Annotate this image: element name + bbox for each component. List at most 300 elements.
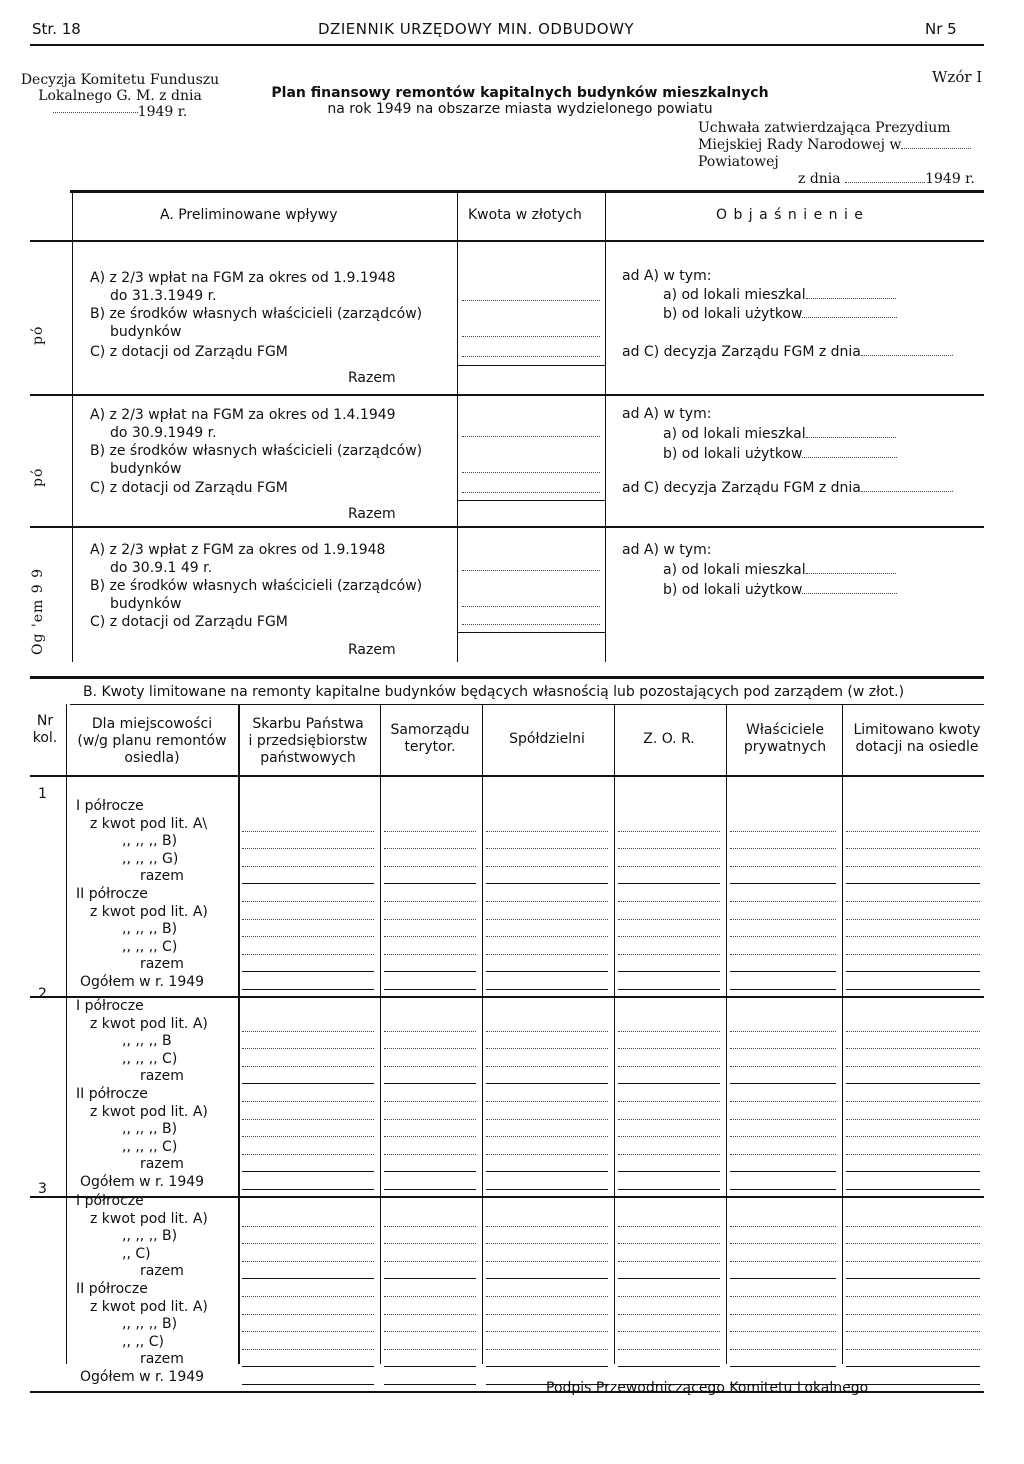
row-line-label: II półrocze: [76, 1086, 148, 1102]
resolution-line4: z dnia 1949 r.: [798, 171, 975, 187]
block3-item: C) z dotacji od Zarządu FGM: [90, 614, 288, 630]
amount-field[interactable]: [730, 848, 836, 849]
amount-field[interactable]: [618, 971, 720, 972]
row-total-label: Ogółem w r. 1949: [80, 974, 205, 990]
section-b-vline: [380, 704, 381, 1364]
amount-field[interactable]: [486, 1119, 608, 1120]
amount-field[interactable]: [730, 1189, 836, 1190]
amount-field[interactable]: [618, 1189, 720, 1190]
amount-field[interactable]: [486, 1031, 608, 1032]
journal-title: DZIENNIK URZĘDOWY MIN. ODBUDOWY: [318, 20, 635, 38]
amount-field[interactable]: [384, 971, 476, 972]
amount-field[interactable]: [618, 1171, 720, 1172]
amount-field[interactable]: [846, 1349, 980, 1350]
row-group-rule: [30, 1196, 984, 1198]
amount-field[interactable]: [846, 831, 980, 832]
amount-field[interactable]: [618, 1366, 720, 1367]
row-total-label: Ogółem w r. 1949: [80, 1369, 205, 1385]
row-line-label: ,, ,, ,, B): [122, 1316, 178, 1333]
amount-field[interactable]: [384, 1296, 476, 1297]
section-a-vline-right: [605, 190, 606, 662]
section-b-header-rule: [30, 775, 984, 777]
plan-title-line2: na rok 1949 na obszarze miasta wydzielonego powiatu: [327, 101, 713, 117]
amount-field[interactable]: [730, 883, 836, 884]
amount-field[interactable]: [618, 1278, 720, 1279]
block2-total: Razem: [348, 506, 396, 522]
row-number: 2: [38, 986, 47, 1002]
block3-note: a) od lokali mieszkal: [663, 562, 896, 578]
amount-field[interactable]: [846, 1083, 980, 1084]
row-line-label: ,, ,, ,, B): [122, 833, 178, 850]
amount-field[interactable]: [384, 831, 476, 832]
amount-field[interactable]: [384, 919, 476, 920]
amount-field[interactable]: [242, 1119, 374, 1120]
amount-field[interactable]: [730, 1101, 836, 1102]
resolution-block: [698, 120, 975, 188]
block3-amount-field[interactable]: [462, 624, 600, 625]
amount-field[interactable]: [730, 989, 836, 990]
amount-field[interactable]: [730, 831, 836, 832]
amount-field[interactable]: [730, 1331, 836, 1332]
amount-field[interactable]: [618, 883, 720, 884]
amount-field[interactable]: [384, 1171, 476, 1172]
block2-amount-field[interactable]: [462, 492, 600, 493]
amount-field[interactable]: [730, 1261, 836, 1262]
block1-item: C) z dotacji od Zarządu FGM: [90, 344, 288, 360]
row-line-label: ,, ,, ,, C): [122, 1050, 178, 1067]
block3-total: Razem: [348, 642, 396, 658]
amount-field[interactable]: [486, 883, 608, 884]
block3-sum-rule: [457, 632, 605, 633]
amount-field[interactable]: [846, 1101, 980, 1102]
amount-field[interactable]: [846, 1331, 980, 1332]
amount-field[interactable]: [242, 1136, 374, 1137]
form-label: Wzór I: [932, 68, 983, 86]
section-a-header-rule: [30, 240, 984, 242]
decision-line3: 1949 r.: [10, 104, 230, 120]
amount-field[interactable]: [384, 866, 476, 867]
amount-field[interactable]: [486, 1331, 608, 1332]
amount-field[interactable]: [242, 919, 374, 920]
row-line-label: ,, C): [122, 1245, 151, 1262]
block1-amount-field[interactable]: [462, 300, 600, 301]
section-b-title: B. Kwoty limitowane na remonty kapitalne budynków będących własnością lub pozostających pod zarządem (w złot.): [83, 684, 905, 700]
amount-field[interactable]: [618, 1243, 720, 1244]
block2-note: ad C) decyzja Zarządu FGM z dnia: [622, 480, 953, 496]
col-header-zor: Z. O. R.: [643, 731, 695, 747]
row-line-label: razem: [140, 868, 184, 885]
amount-field[interactable]: [846, 1136, 980, 1137]
amount-field[interactable]: [730, 901, 836, 902]
amount-field[interactable]: [618, 1136, 720, 1137]
amount-field[interactable]: [242, 1031, 374, 1032]
signature-label: Podpis Przewodniczącego Komitetu Lokalnego: [546, 1380, 869, 1396]
block1-sum-rule: [457, 365, 605, 366]
amount-field[interactable]: [384, 1331, 476, 1332]
amount-field[interactable]: [486, 1101, 608, 1102]
amount-field[interactable]: [486, 1154, 608, 1155]
amount-field[interactable]: [384, 954, 476, 955]
amount-field[interactable]: [486, 971, 608, 972]
amount-field[interactable]: [384, 1119, 476, 1120]
amount-field[interactable]: [384, 1101, 476, 1102]
amount-field[interactable]: [384, 1154, 476, 1155]
amount-field[interactable]: [730, 1119, 836, 1120]
amount-field[interactable]: [486, 954, 608, 955]
amount-field[interactable]: [618, 954, 720, 955]
amount-field[interactable]: [384, 1349, 476, 1350]
section-a-vline-mid: [457, 190, 458, 662]
amount-field[interactable]: [846, 1171, 980, 1172]
row-line-label: z kwot pod lit. A\: [90, 815, 208, 832]
amount-field[interactable]: [618, 1101, 720, 1102]
amount-field[interactable]: [486, 1171, 608, 1172]
section-b-vline: [614, 704, 615, 1364]
amount-field[interactable]: [846, 919, 980, 920]
amount-field[interactable]: [846, 901, 980, 902]
block1-note: ad C) decyzja Zarządu FGM z dnia: [622, 344, 953, 360]
row-line-label: razem: [140, 1156, 184, 1173]
block3-note: b) od lokali użytkow: [663, 582, 897, 598]
amount-field[interactable]: [242, 1066, 374, 1067]
amount-field[interactable]: [242, 971, 374, 972]
amount-field[interactable]: [618, 1331, 720, 1332]
block2-note: ad A) w tym:: [622, 406, 712, 422]
section-a-col2-header: Kwota w złotych: [468, 207, 582, 223]
amount-field[interactable]: [486, 901, 608, 902]
amount-field[interactable]: [846, 954, 980, 955]
amount-field[interactable]: [486, 831, 608, 832]
row-line-label: ,, ,, ,, B): [122, 1121, 178, 1138]
amount-field[interactable]: [618, 1119, 720, 1120]
amount-field[interactable]: [846, 971, 980, 972]
amount-field[interactable]: [242, 848, 374, 849]
block1-bottom-rule: [30, 394, 984, 396]
amount-field[interactable]: [242, 1261, 374, 1262]
resolution-line3: Powiatowej: [698, 154, 779, 170]
row-line-label: razem: [140, 1351, 184, 1368]
amount-field[interactable]: [242, 1083, 374, 1084]
amount-field[interactable]: [618, 848, 720, 849]
col-header-limited-subsidy: Limitowano kwoty dotacji na osiedle: [853, 722, 981, 755]
amount-field[interactable]: [242, 1278, 374, 1279]
row-line-label: razem: [140, 1068, 184, 1085]
block2-sum-rule: [457, 500, 605, 501]
section-b-top-rule: [30, 676, 984, 679]
amount-field[interactable]: [730, 919, 836, 920]
amount-field[interactable]: [384, 1278, 476, 1279]
block3-item: do 30.9.1 49 r.: [110, 560, 213, 576]
amount-field[interactable]: [846, 883, 980, 884]
section-a-top-rule: [70, 190, 984, 193]
block2-note: b) od lokali użytkow: [663, 446, 897, 462]
amount-field[interactable]: [384, 1314, 476, 1315]
amount-field[interactable]: [242, 954, 374, 955]
amount-field[interactable]: [846, 1366, 980, 1367]
resolution-line1: Uchwała zatwierdzająca Prezydium: [698, 120, 951, 136]
row-line-label: z kwot pod lit. A): [90, 903, 208, 920]
amount-field[interactable]: [486, 1189, 608, 1190]
section-b-vline: [726, 704, 727, 1364]
block3-note: ad A) w tym:: [622, 542, 712, 558]
issue-number: Nr 5: [925, 20, 957, 38]
row-line-label: ,, ,, ,, B): [122, 921, 178, 938]
amount-field[interactable]: [486, 1261, 608, 1262]
block1-note: ad A) w tym:: [622, 268, 712, 284]
amount-field[interactable]: [846, 1066, 980, 1067]
amount-field[interactable]: [384, 1261, 476, 1262]
amount-field[interactable]: [618, 1048, 720, 1049]
amount-field[interactable]: [486, 936, 608, 937]
amount-field[interactable]: [730, 1278, 836, 1279]
amount-field[interactable]: [242, 1226, 374, 1227]
section-b-vline: [482, 704, 483, 1364]
amount-field[interactable]: [618, 1296, 720, 1297]
amount-field[interactable]: [846, 1314, 980, 1315]
resolution-line2: Miejskiej Rady Narodowej w: [698, 137, 975, 154]
amount-field[interactable]: [618, 901, 720, 902]
row-line-label: I półrocze: [76, 798, 144, 814]
section-b-vline: [66, 704, 67, 1364]
amount-field[interactable]: [846, 1296, 980, 1297]
col-header-state-treasury: Skarbu Państwa i przedsiębiorstw państwowych: [248, 716, 368, 766]
amount-field[interactable]: [846, 1261, 980, 1262]
amount-field[interactable]: [242, 1384, 374, 1385]
header-rule: [30, 44, 984, 46]
block2-amount-field[interactable]: [462, 472, 600, 473]
amount-field[interactable]: [618, 1083, 720, 1084]
amount-field[interactable]: [730, 1226, 836, 1227]
amount-field[interactable]: [242, 1154, 374, 1155]
amount-field[interactable]: [730, 971, 836, 972]
amount-field[interactable]: [730, 1314, 836, 1315]
block1-item: A) z 2/3 wpłat na FGM za okres od 1.9.1948: [90, 270, 396, 286]
amount-field[interactable]: [486, 1083, 608, 1084]
amount-field[interactable]: [242, 1349, 374, 1350]
row-group-rule: [30, 996, 984, 998]
amount-field[interactable]: [486, 1136, 608, 1137]
block3-amount-field[interactable]: [462, 606, 600, 607]
block3-amount-field[interactable]: [462, 570, 600, 571]
amount-field[interactable]: [242, 866, 374, 867]
amount-field[interactable]: [846, 1226, 980, 1227]
amount-field[interactable]: [242, 883, 374, 884]
block3-item: budynków: [110, 596, 182, 612]
row-line-label: razem: [140, 1263, 184, 1280]
amount-field[interactable]: [730, 866, 836, 867]
amount-field[interactable]: [384, 883, 476, 884]
amount-field[interactable]: [242, 831, 374, 832]
amount-field[interactable]: [730, 1066, 836, 1067]
block1-item: B) ze środków własnych właścicieli (zarządców): [90, 306, 423, 322]
row-line-label: z kwot pod lit. A): [90, 1210, 208, 1227]
amount-field[interactable]: [846, 936, 980, 937]
amount-field[interactable]: [486, 1296, 608, 1297]
amount-field[interactable]: [730, 1031, 836, 1032]
amount-field[interactable]: [486, 848, 608, 849]
amount-field[interactable]: [846, 1278, 980, 1279]
row-line-label: z kwot pod lit. A): [90, 1103, 208, 1120]
block1-amount-field[interactable]: [462, 336, 600, 337]
block2-amount-field[interactable]: [462, 436, 600, 437]
amount-field[interactable]: [846, 1031, 980, 1032]
amount-field[interactable]: [486, 1314, 608, 1315]
amount-field[interactable]: [846, 1048, 980, 1049]
row-line-label: z kwot pod lit. A): [90, 1298, 208, 1315]
section-b-vline: [238, 704, 240, 1364]
amount-field[interactable]: [730, 1171, 836, 1172]
row-line-label: ,, ,, ,, G): [122, 850, 179, 867]
block1-item: budynków: [110, 324, 182, 340]
amount-field[interactable]: [730, 1349, 836, 1350]
block2-bottom-rule: [30, 526, 984, 528]
amount-field[interactable]: [618, 1031, 720, 1032]
amount-field[interactable]: [618, 831, 720, 832]
amount-field[interactable]: [618, 919, 720, 920]
amount-field[interactable]: [618, 936, 720, 937]
amount-field[interactable]: [486, 866, 608, 867]
block2-side-label: pó: [30, 467, 46, 487]
col-header-nr: Nr kol.: [32, 713, 58, 746]
amount-field[interactable]: [384, 936, 476, 937]
amount-field[interactable]: [618, 1261, 720, 1262]
amount-field[interactable]: [618, 1349, 720, 1350]
amount-field[interactable]: [242, 1189, 374, 1190]
row-line-label: ,, ,, ,, C): [122, 938, 178, 955]
row-line-label: II półrocze: [76, 886, 148, 902]
amount-field[interactable]: [242, 1048, 374, 1049]
amount-field[interactable]: [486, 1243, 608, 1244]
amount-field[interactable]: [846, 1154, 980, 1155]
amount-field[interactable]: [486, 1066, 608, 1067]
plan-title-line1: Plan finansowy remontów kapitalnych budynków mieszkalnych: [271, 85, 769, 101]
amount-field[interactable]: [384, 1384, 476, 1385]
amount-field[interactable]: [846, 1189, 980, 1190]
col-header-private-owners: Właściciele prywatnych: [743, 722, 827, 755]
decision-line1: Decyzja Komitetu Funduszu: [20, 72, 220, 88]
row-line-label: ,, ,, ,, B: [122, 1033, 172, 1050]
amount-field[interactable]: [846, 1243, 980, 1244]
col-header-locality: Dla miejscowości (w/g planu remontów osiedla): [77, 716, 227, 766]
amount-field[interactable]: [486, 1366, 608, 1367]
amount-field[interactable]: [730, 1243, 836, 1244]
amount-field[interactable]: [242, 1314, 374, 1315]
amount-field[interactable]: [730, 954, 836, 955]
amount-field[interactable]: [846, 848, 980, 849]
amount-field[interactable]: [242, 1331, 374, 1332]
amount-field[interactable]: [730, 1366, 836, 1367]
amount-field[interactable]: [486, 1278, 608, 1279]
amount-field[interactable]: [730, 1136, 836, 1137]
plan-title: [250, 85, 790, 117]
row-line-label: ,, ,, ,, B): [122, 1228, 178, 1245]
amount-field[interactable]: [846, 1119, 980, 1120]
amount-field[interactable]: [242, 989, 374, 990]
amount-field[interactable]: [384, 1136, 476, 1137]
block1-total: Razem: [348, 370, 396, 386]
block3-side-label: Og 'em 9 9: [30, 567, 46, 655]
row-number: 1: [38, 786, 47, 802]
row-line-label: II półrocze: [76, 1281, 148, 1297]
amount-field[interactable]: [730, 1083, 836, 1084]
block2-item: B) ze środków własnych właścicieli (zarządców): [90, 443, 423, 459]
amount-field[interactable]: [618, 1066, 720, 1067]
amount-field[interactable]: [730, 1154, 836, 1155]
amount-field[interactable]: [384, 1189, 476, 1190]
amount-field[interactable]: [486, 919, 608, 920]
block2-item: A) z 2/3 wpłat na FGM za okres od 1.4.1949: [90, 407, 396, 423]
amount-field[interactable]: [730, 936, 836, 937]
amount-field[interactable]: [242, 901, 374, 902]
amount-field[interactable]: [242, 1366, 374, 1367]
amount-field[interactable]: [242, 1296, 374, 1297]
amount-field[interactable]: [618, 1314, 720, 1315]
block3-item: A) z 2/3 wpłat z FGM za okres od 1.9.1948: [90, 542, 386, 558]
col-header-local-government: Samorządu terytor.: [390, 722, 470, 755]
row-line-label: ,, ,, C): [122, 1333, 164, 1350]
amount-field[interactable]: [846, 989, 980, 990]
amount-field[interactable]: [384, 1366, 476, 1367]
amount-field[interactable]: [846, 866, 980, 867]
row-line-label: I półrocze: [76, 998, 144, 1014]
amount-field[interactable]: [242, 1243, 374, 1244]
row-line-label: I półrocze: [76, 1193, 144, 1209]
amount-field[interactable]: [618, 1154, 720, 1155]
row-line-label: z kwot pod lit. A): [90, 1015, 208, 1032]
amount-field[interactable]: [618, 989, 720, 990]
amount-field[interactable]: [618, 866, 720, 867]
row-number: 3: [38, 1181, 47, 1197]
block2-item: budynków: [110, 461, 182, 477]
amount-field[interactable]: [242, 936, 374, 937]
row-line-label: ,, ,, ,, C): [122, 1138, 178, 1155]
amount-field[interactable]: [384, 1083, 476, 1084]
amount-field[interactable]: [384, 1066, 476, 1067]
block1-note: b) od lokali użytkow: [663, 306, 897, 322]
block1-item: do 31.3.1949 r.: [110, 288, 217, 304]
amount-field[interactable]: [486, 989, 608, 990]
amount-field[interactable]: [384, 1243, 476, 1244]
amount-field[interactable]: [384, 901, 476, 902]
amount-field[interactable]: [486, 1048, 608, 1049]
amount-field[interactable]: [730, 1296, 836, 1297]
amount-field[interactable]: [242, 1171, 374, 1172]
section-a-col1-header: A. Preliminowane wpływy: [160, 207, 338, 223]
amount-field[interactable]: [486, 1226, 608, 1227]
row-line-label: razem: [140, 956, 184, 973]
decision-line2: Lokalnego G. M. z dnia: [38, 88, 202, 104]
block2-note: a) od lokali mieszkal: [663, 426, 896, 442]
amount-field[interactable]: [242, 1101, 374, 1102]
amount-field[interactable]: [384, 1048, 476, 1049]
amount-field[interactable]: [384, 1031, 476, 1032]
amount-field[interactable]: [384, 848, 476, 849]
amount-field[interactable]: [384, 989, 476, 990]
amount-field[interactable]: [486, 1349, 608, 1350]
section-a-col3-header: O b j a ś n i e n i e: [716, 207, 864, 223]
block2-item: do 30.9.1949 r.: [110, 425, 217, 441]
block1-amount-field[interactable]: [462, 356, 600, 357]
decision-block: [10, 72, 230, 120]
row-total-label: Ogółem w r. 1949: [80, 1174, 205, 1190]
block1-note: a) od lokali mieszkal: [663, 287, 896, 303]
amount-field[interactable]: [384, 1226, 476, 1227]
amount-field[interactable]: [730, 1048, 836, 1049]
section-b-title-rule: [70, 704, 984, 705]
section-b-vline: [842, 704, 843, 1364]
block1-side-label: pó: [30, 325, 46, 345]
amount-field[interactable]: [618, 1226, 720, 1227]
